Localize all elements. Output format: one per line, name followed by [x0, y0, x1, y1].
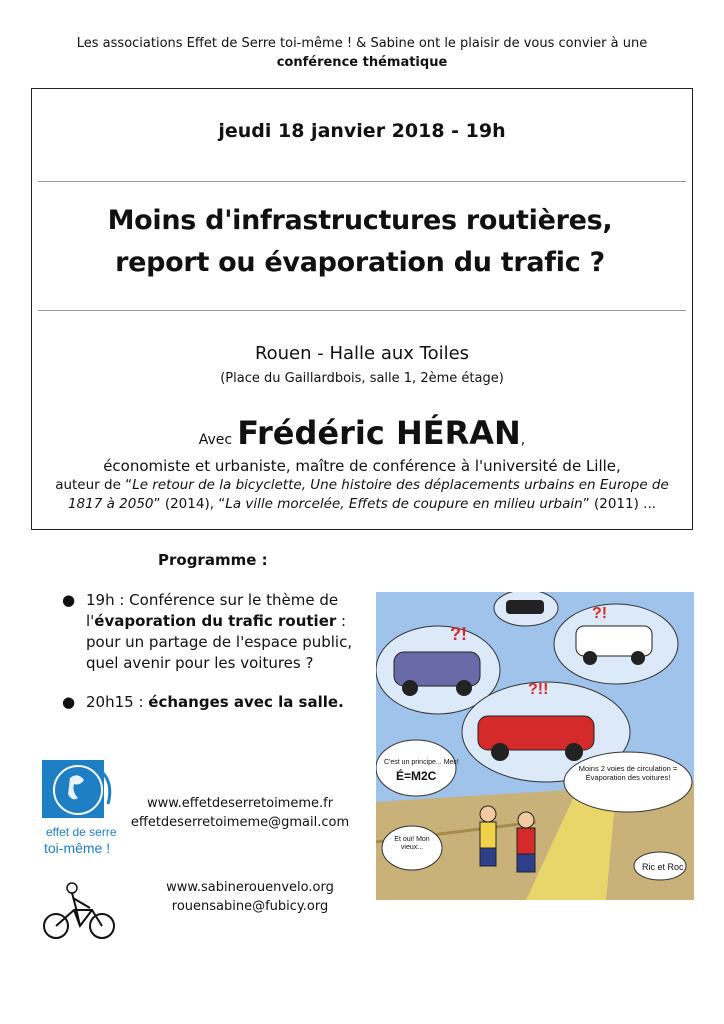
title-line-1: Moins d'infrastructures routières,: [107, 205, 613, 236]
character-head-icon: [480, 806, 496, 822]
programme-list: [58, 590, 358, 731]
divider: [38, 310, 686, 311]
speaker-prefix: Avec: [198, 432, 233, 448]
question-marks-label: ?!!: [528, 681, 549, 698]
bullet-icon: ●: [62, 591, 76, 609]
logo-line-2: effet de serre: [46, 825, 117, 839]
wheel-icon: [456, 680, 472, 696]
wheel-icon: [491, 743, 509, 761]
contact-sabine: [130, 878, 370, 916]
website-link[interactable]: www.effetdeserretoimeme.fr: [146, 796, 334, 811]
programme-item-text: : pour un partage de l'espace public, quel avenir pour les voitures ?: [86, 612, 353, 672]
intro-conference-label: conférence thématique: [276, 55, 448, 70]
speaker-bio: [36, 457, 688, 514]
speaker-role: économiste et urbaniste, maître de conférence à l'université de Lille,: [103, 457, 621, 475]
venue-detail: (Place du Gaillardbois, salle 1, 2ème étage): [220, 371, 504, 386]
book-1-year: ” (2014), “: [153, 496, 226, 512]
speaker-books: [36, 476, 688, 514]
list-item: [58, 590, 358, 674]
venue-name: Rouen - Halle aux Toiles: [254, 343, 470, 364]
invitation-intro: [0, 34, 724, 72]
book-title-2: La ville morcelée, Effets de coupure en milieu urbain: [225, 496, 583, 512]
character-body-icon: [480, 822, 496, 848]
email-link[interactable]: rouensabine@fubicy.org: [171, 899, 329, 914]
sabine-cyclist-logo: [42, 880, 118, 942]
email-link[interactable]: effetdeserretoimeme@gmail.com: [130, 815, 350, 830]
conference-title: [40, 200, 680, 284]
character-head-icon: [518, 812, 534, 828]
speech-formula: É=M2C: [396, 769, 437, 783]
speaker-heading: [31, 414, 693, 452]
speech-text: C'est un principe... Mec!: [384, 759, 459, 766]
programme-title: Programme :: [158, 551, 268, 569]
book-title-1: Le retour de la bicyclette, Une histoire des déplacements urbains en Europe de 1817 à 2050: [67, 477, 669, 512]
question-marks-label: ?!: [450, 624, 467, 644]
logo-line-3: toi-même !: [44, 840, 111, 856]
intro-line: Les associations Effet de Serre toi-même ! & Sabine ont le plaisir de vous convier à une: [76, 36, 648, 51]
rider-head-icon: [67, 883, 77, 893]
programme-item-emphasis: échanges avec la salle.: [148, 693, 344, 711]
wheel-icon: [402, 680, 418, 696]
globe-icon: [54, 766, 102, 814]
wheel-icon: [565, 743, 583, 761]
speech-text: Moins 2 voies de circulation = Évaporation des voitures!: [578, 764, 678, 782]
programme-item-text: 20h15 :: [86, 693, 149, 711]
cartoon-signature: Ric et Roc: [642, 862, 684, 872]
character-body-icon: [517, 828, 535, 854]
bullet-icon: ●: [62, 693, 76, 711]
title-line-2: report ou évaporation du trafic ?: [115, 247, 605, 278]
question-marks-label: ?!: [592, 605, 608, 622]
divider: [38, 181, 686, 182]
speech-bubble: [376, 740, 456, 796]
programme-item-emphasis: évaporation du trafic routier: [94, 612, 337, 630]
effet-de-serre-logo: [42, 760, 120, 860]
programme-item-text: 19h : Conférence sur le thème de l': [86, 591, 339, 630]
website-link[interactable]: www.sabinerouenvelo.org: [166, 880, 334, 895]
speaker-name: Frédéric HÉRAN: [237, 414, 521, 452]
book-2-year: ” (2011) ...: [582, 496, 657, 512]
wheel-icon: [631, 651, 645, 665]
small-car-icon: [506, 600, 544, 614]
conference-date: jeudi 18 janvier 2018 - 19h: [218, 120, 506, 142]
character-legs-icon: [517, 854, 535, 872]
author-prefix: auteur de “: [55, 477, 133, 493]
logo-association-label: association: [42, 783, 48, 814]
suv-car-icon: [576, 626, 652, 656]
character-legs-icon: [480, 848, 496, 866]
wheel-icon: [583, 651, 597, 665]
speaker-suffix: ,: [520, 432, 526, 448]
cartoon-illustration: [376, 592, 694, 900]
speech-text: Et oui! Mon vieux...: [394, 836, 430, 851]
list-item: [58, 692, 358, 713]
contact-effet-de-serre: [120, 794, 360, 832]
